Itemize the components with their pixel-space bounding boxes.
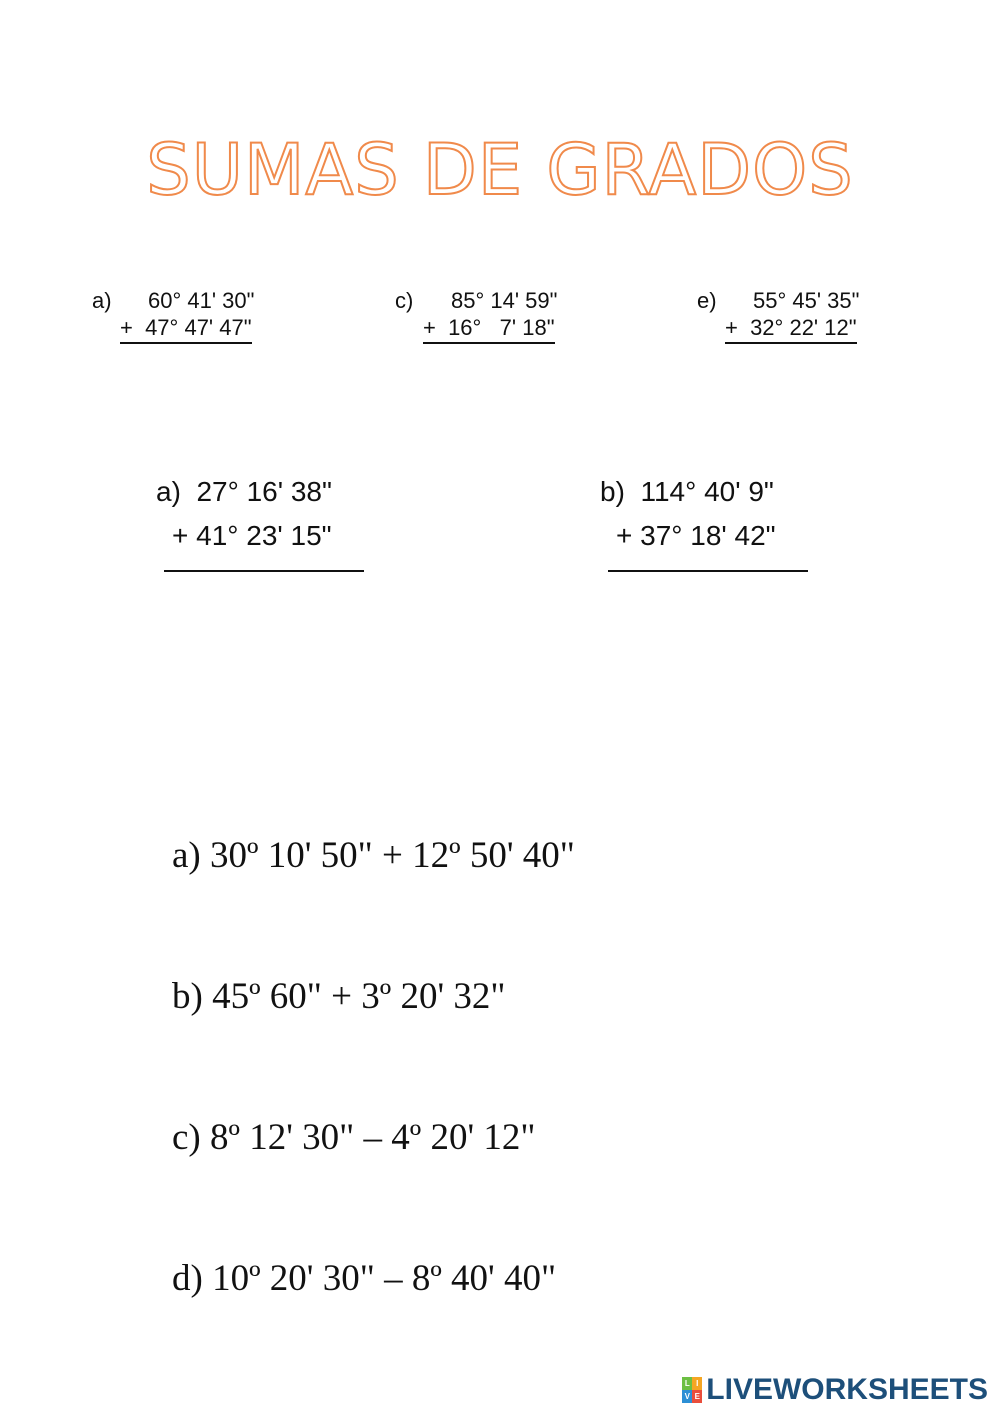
problem-line2: + 47° 47' 47" (120, 314, 252, 344)
problem-b-medium (600, 472, 840, 582)
list-item: a) 30º 10' 50" + 12º 50' 40" (172, 835, 575, 876)
problem-c-small (395, 286, 595, 348)
problem-line1: b) 114° 40' 9" (600, 476, 774, 507)
answer-rule (608, 570, 808, 572)
problem-line1: 60° 41' 30" (148, 288, 255, 313)
liveworksheets-logo (682, 1370, 988, 1410)
problem-label: e) (697, 288, 717, 313)
page-title: SUMAS DE GRADOS (146, 129, 854, 211)
logo-icon-cell: E (692, 1390, 702, 1403)
problem-line1: 85° 14' 59" (451, 288, 558, 313)
list-item: c) 8º 12' 30" – 4º 20' 12" (172, 1117, 536, 1158)
logo-icon-cell: L (682, 1377, 692, 1390)
problem-line1: a) 27° 16' 38" (156, 476, 332, 507)
problem-label: c) (395, 288, 414, 313)
list-item: d) 10º 20' 30" – 8º 40' 40" (172, 1258, 557, 1299)
logo-icon-cell: V (682, 1390, 692, 1403)
logo-icon (682, 1377, 702, 1403)
problem-a-small (92, 286, 292, 348)
problem-line2: + 32° 22' 12" (725, 314, 857, 344)
problem-line1: 55° 45' 35" (753, 288, 860, 313)
problem-line2: + 16° 7' 18" (423, 314, 555, 344)
list-item: b) 45º 60" + 3º 20' 32" (172, 976, 506, 1017)
answer-rule (164, 570, 364, 572)
logo-icon-cell: I (692, 1377, 702, 1390)
problem-line2: + 41° 23' 15" (172, 520, 332, 551)
logo-text: LIVEWORKSHEETS (706, 1373, 988, 1406)
problem-list (172, 738, 575, 1349)
problem-label: a) (92, 288, 112, 313)
problem-e-small (697, 286, 897, 348)
problem-line2: + 37° 18' 42" (616, 520, 776, 551)
problem-a-medium (156, 472, 396, 582)
